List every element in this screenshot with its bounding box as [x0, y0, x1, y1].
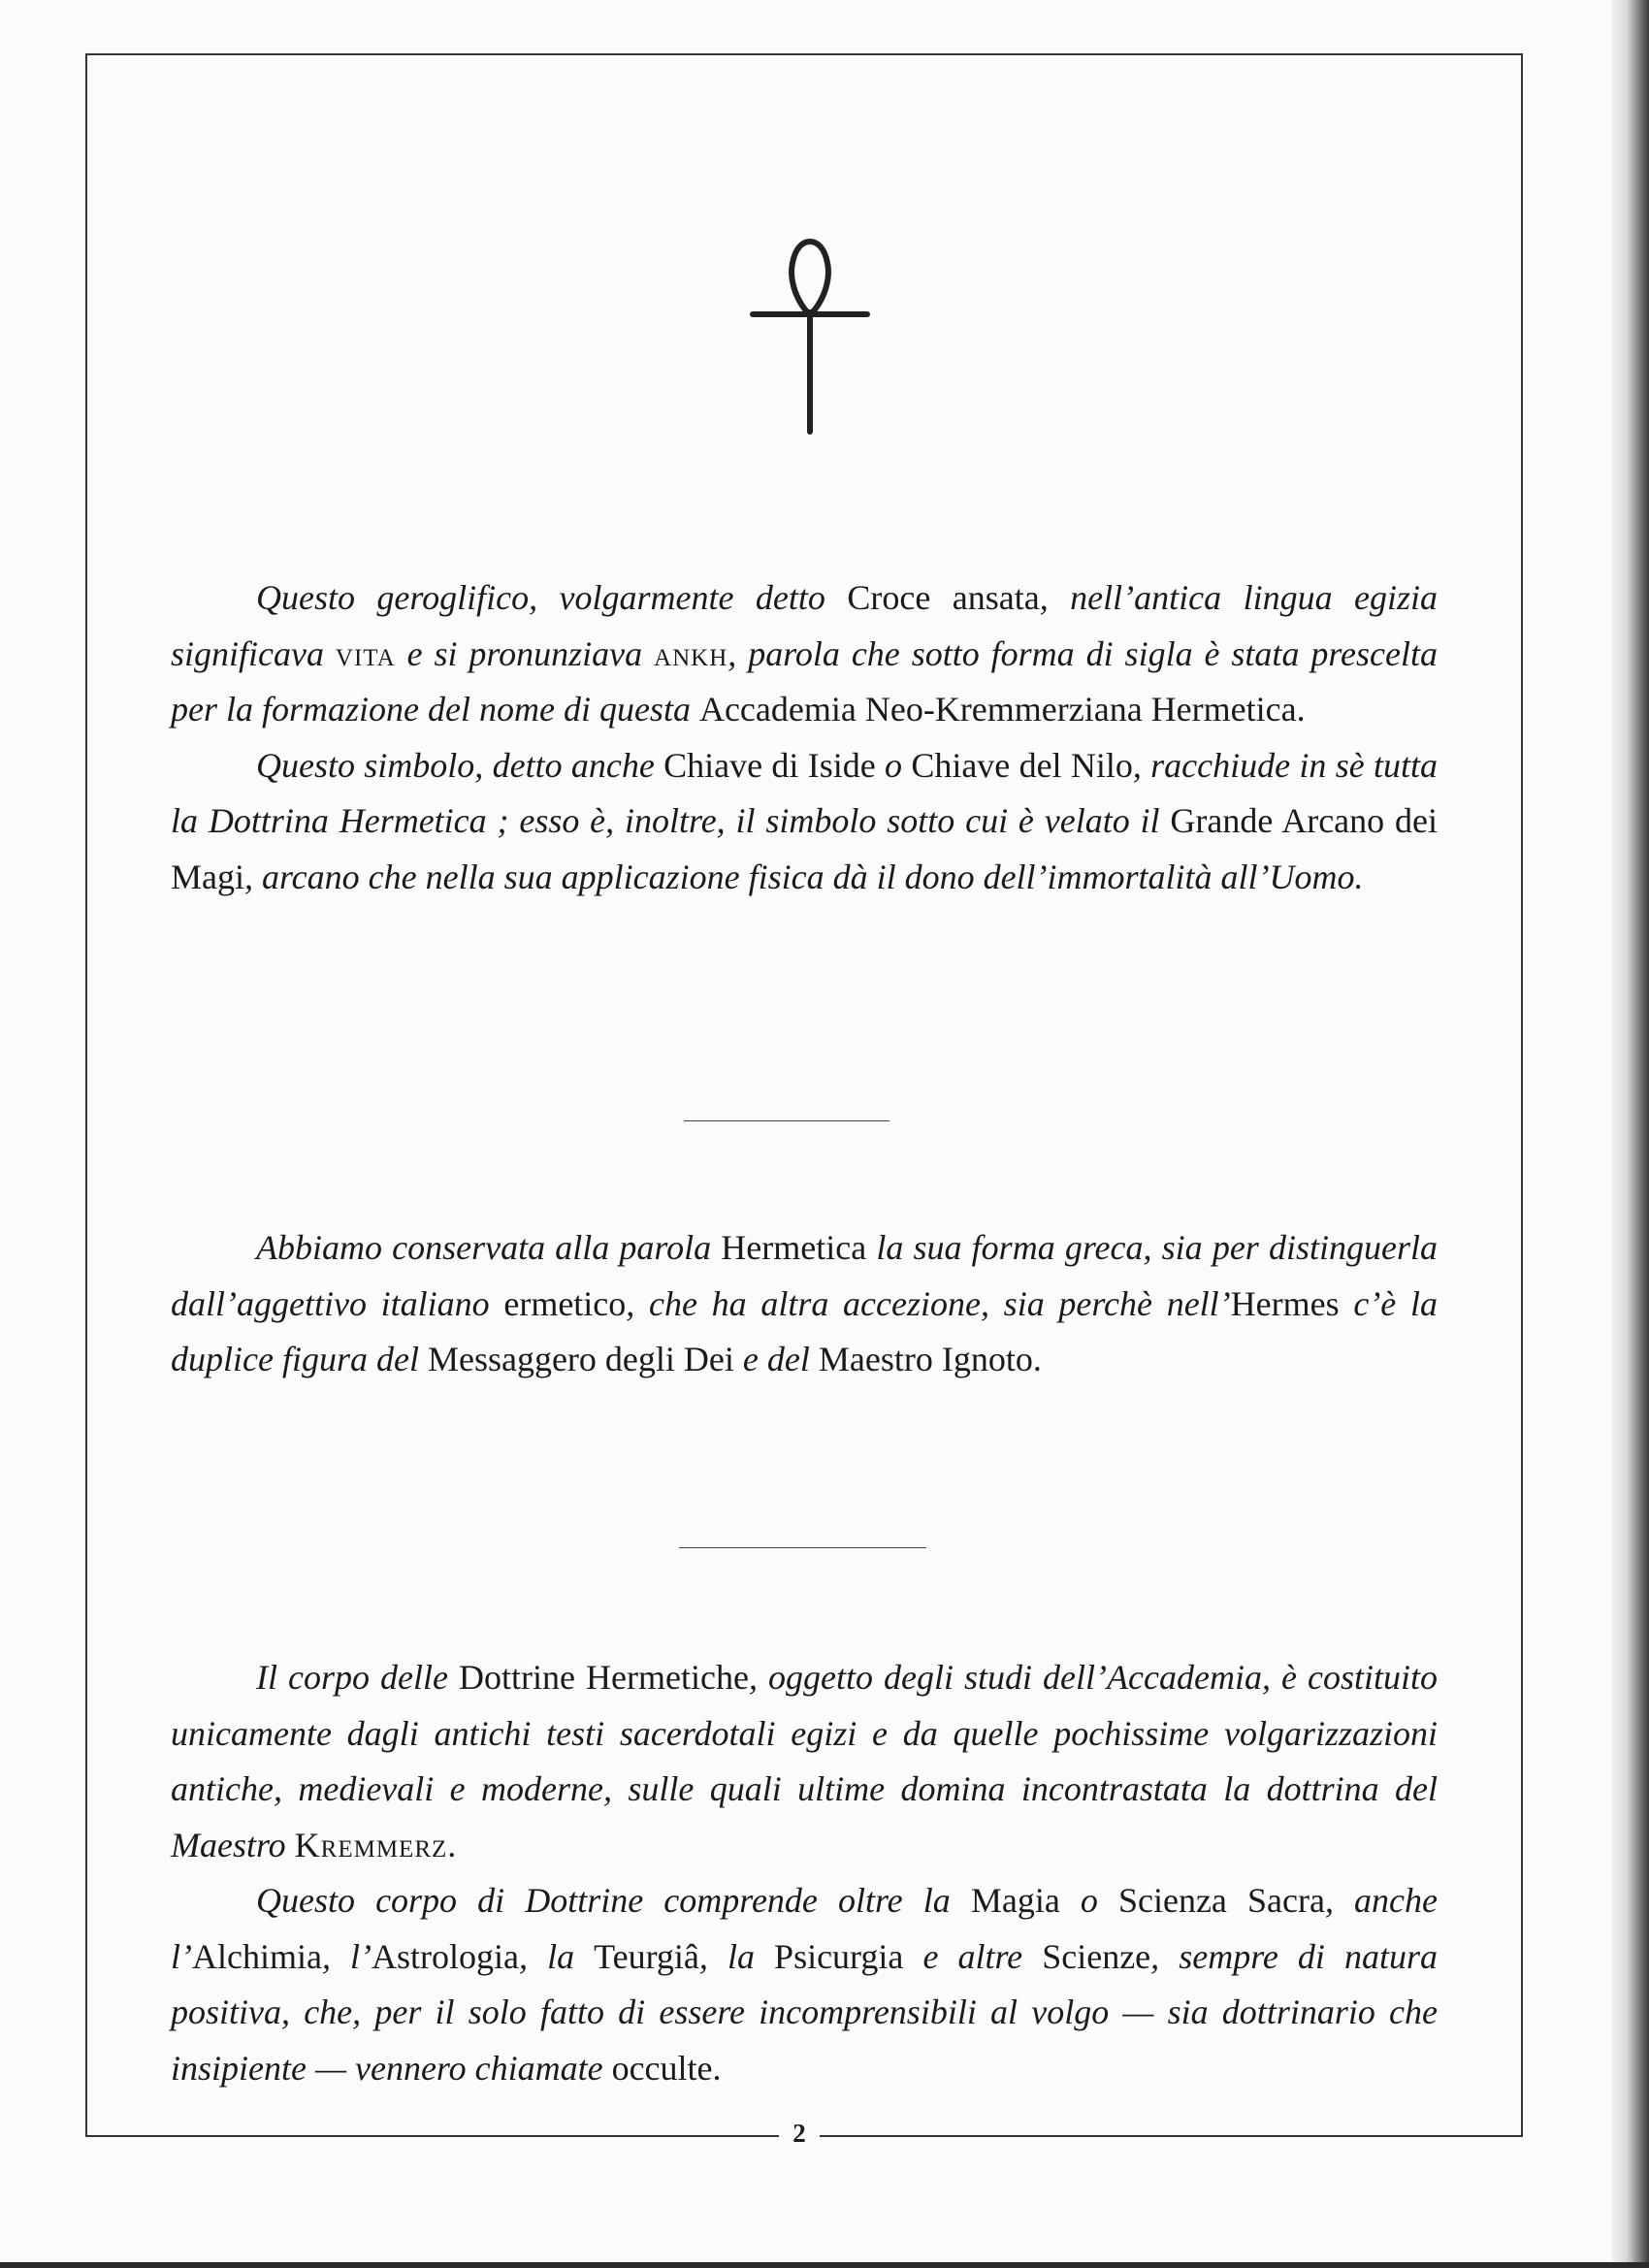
paragraph: [171, 1650, 1438, 1873]
text-run: Maestro Ignoto.: [818, 1340, 1042, 1378]
text-run: c’è la duplice figura del: [171, 1283, 1438, 1378]
text-run: o: [875, 745, 912, 785]
text-section-ankh: [171, 570, 1438, 905]
text-section-hermetica: [171, 1220, 1438, 1388]
text-run: Messaggero degli Dei: [427, 1340, 734, 1378]
text-run: , la: [519, 1936, 595, 1976]
text-section-dottrine: [171, 1650, 1438, 2096]
text-run: Magia: [970, 1881, 1060, 1920]
text-run: occulte.: [611, 2048, 722, 2088]
text-run: o: [1059, 1881, 1118, 1920]
section-separator: [679, 1547, 926, 1548]
ankh-icon: [747, 238, 873, 437]
text-run: Alchimia: [192, 1936, 322, 1976]
text-run: Questo corpo di Dottrine comprende oltre la: [256, 1881, 971, 1920]
text-run: Abbiamo conservata alla parola: [256, 1228, 722, 1267]
text-run: Chiave di Iside: [663, 745, 876, 785]
text-run: Astrologia: [372, 1936, 520, 1976]
text-run: ankh: [654, 633, 728, 673]
text-run: Hermes: [1230, 1283, 1340, 1323]
text-run: Kremmerz.: [294, 1825, 458, 1864]
page-number: 2: [792, 2119, 806, 2148]
text-run: , la: [698, 1936, 775, 1976]
text-run: Teurgiâ: [594, 1936, 699, 1976]
text-run: Chiave del Nilo: [911, 745, 1133, 785]
text-run: Accademia Neo-Kremmerziana Hermetica.: [698, 690, 1306, 729]
paragraph: [171, 738, 1438, 906]
text-run: ermetico: [503, 1283, 627, 1323]
text-run: Croce ansata: [847, 578, 1040, 617]
text-run: Hermetica: [721, 1228, 867, 1267]
scan-edge-right: [1612, 0, 1649, 2268]
footer-rule-left: [85, 2135, 779, 2137]
text-run: , sempre di natura positiva, che, per il solo fatto di essere incomprensibili al volgo — sia dottrinario che insipiente — vennero chiamate: [171, 1936, 1438, 2088]
text-run: e del: [733, 1340, 819, 1378]
text-run: , che ha altra accezione, sia perchè nell’: [626, 1283, 1231, 1323]
text-run: Il corpo delle: [256, 1658, 460, 1697]
text-run: Scienze: [1042, 1936, 1151, 1976]
text-run: Questo simbolo, detto anche: [256, 745, 664, 785]
text-run: la sua forma greca, sia per distinguerla dall’aggettivo italiano: [171, 1228, 1438, 1323]
scan-edge-bottom: [0, 2262, 1649, 2268]
text-run: Scienza Sacra: [1117, 1881, 1325, 1920]
text-run: , oggetto degli studi dell’Accademia, è costituito unicamente dagli antichi testi sacerdotali egizi e da quelle pochissime volgarizzazioni antiche, medievali e moderne, sulle quali ultime domina incontrastata la dottrina del Maestro: [171, 1658, 1438, 1864]
text-run: Dottrine Hermetiche: [459, 1658, 749, 1697]
text-run: , racchiude in sè tutta la Dottrina Hermetica ; esso è, inoltre, il simbolo sotto cui è velato il: [171, 745, 1439, 840]
text-run: Psicurgia: [774, 1936, 904, 1976]
paragraph: [171, 570, 1438, 738]
text-run: e si pronunziava: [395, 633, 655, 673]
text-run: Grande Arcano dei Magi: [171, 801, 1438, 896]
text-run: , anche l’: [171, 1881, 1438, 1976]
text-run: Questo geroglifico, volgarmente detto: [256, 578, 848, 617]
text-run: , arcano che nella sua applicazione fisica dà il dono dell’immortalità all’Uomo.: [244, 857, 1364, 896]
section-separator: [684, 1120, 889, 1121]
text-run: , l’: [321, 1936, 372, 1976]
text-run: vita: [335, 633, 396, 673]
text-run: , nell’antica lingua egizia significava: [171, 578, 1439, 673]
paragraph: [171, 1220, 1438, 1388]
text-run: , parola che sotto forma di sigla è stata prescelta per la formazione del nome di questa: [171, 633, 1439, 729]
paragraph: [171, 1873, 1438, 2096]
footer-rule-right: [820, 2135, 1523, 2137]
text-run: e altre: [903, 1936, 1043, 1976]
